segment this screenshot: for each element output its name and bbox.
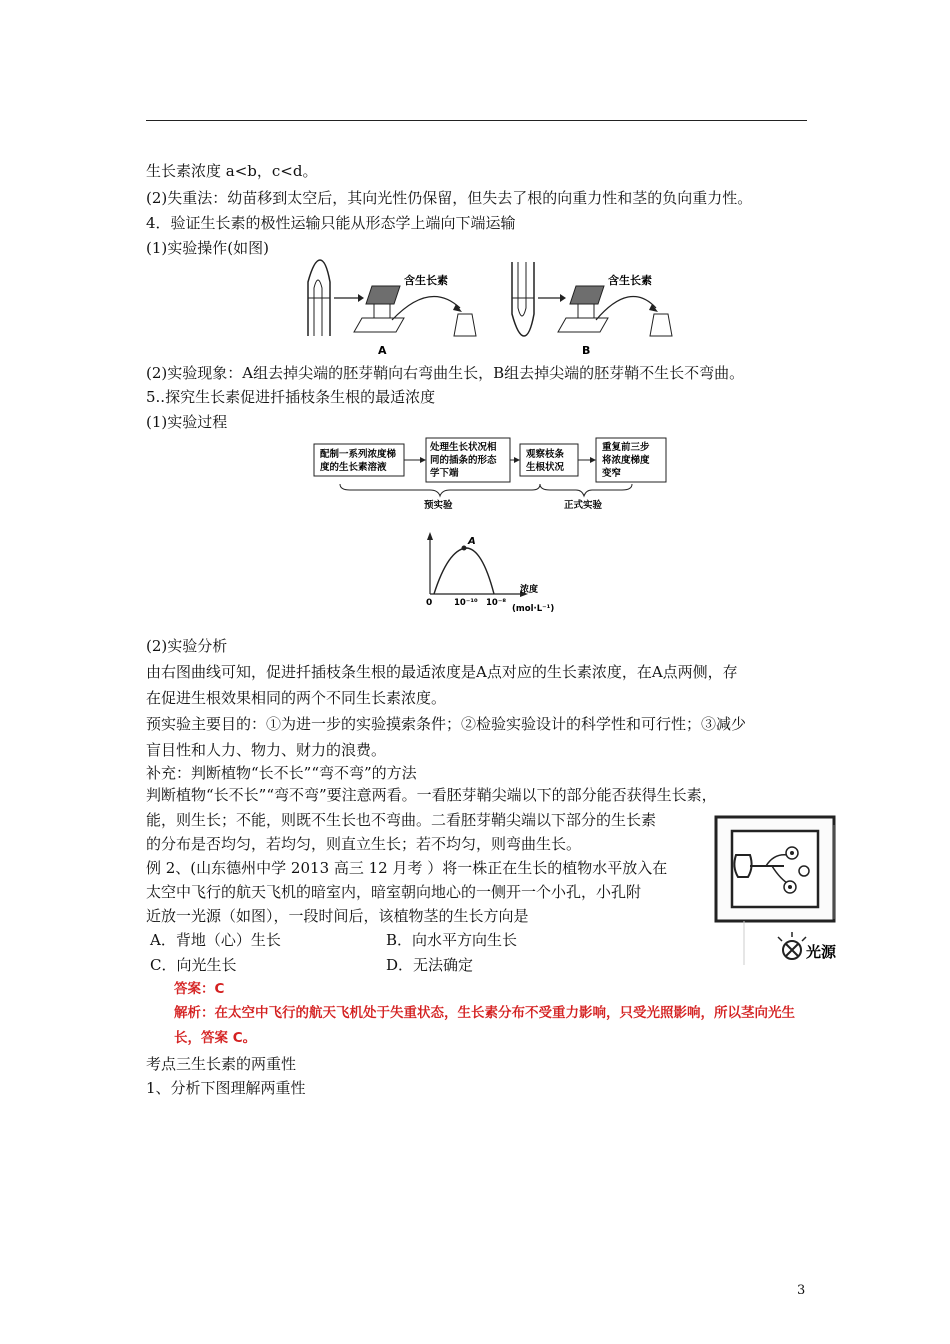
text-line: 盲目性和人力、物力、财力的浪费。 <box>146 741 387 759</box>
label-b: 含生长素 <box>608 274 652 287</box>
section-heading: 考点三生长素的两重性 <box>146 1055 297 1073</box>
svg-text:学下端: 学下端 <box>430 468 459 479</box>
concentration-curve <box>420 530 570 618</box>
svg-text:观察枝条: 观察枝条 <box>526 449 565 460</box>
answer-analysis: 解析：在太空中飞行的航天飞机处于失重状态，生长素分布不受重力影响，只受光照影响，所以茎向光生 <box>174 1005 795 1021</box>
text-line: 判断植物“长不长”“弯不弯”要注意两看。一看胚芽鞘尖端以下的部分能否获得生长素， <box>146 786 717 804</box>
svg-text:(mol·L⁻¹): (mol·L⁻¹) <box>512 604 555 614</box>
text-line: (1)实验过程 <box>146 413 228 431</box>
option-a: A．背地（心）生长 <box>150 931 281 949</box>
text-line: 生长素浓度 a<b，c<d。 <box>146 162 318 180</box>
group-b-label: B <box>582 344 591 357</box>
brace-pre: 预实验 <box>424 500 453 511</box>
polar-transport-figure <box>300 258 680 360</box>
svg-text:重复前三步: 重复前三步 <box>602 442 650 453</box>
question-text: 太空中飞行的航天飞机的暗室内，暗室朝向地心的一侧开一个小孔，小孔附 <box>146 883 642 901</box>
label-a: 含生长素 <box>404 274 448 287</box>
svg-text:10⁻¹⁰: 10⁻¹⁰ <box>454 598 478 608</box>
option-d: D．无法确定 <box>386 956 474 974</box>
svg-text:同的插条的形态: 同的插条的形态 <box>430 455 497 466</box>
svg-text:度的生长素溶液: 度的生长素溶液 <box>320 462 387 473</box>
text-line: (2)失重法：幼苗移到太空后，其向光性仍保留，但失去了根的向重力性和茎的负向重力性。 <box>146 189 753 207</box>
text-line: 能，则生长；不能，则既不生长也不弯曲。二看胚芽鞘尖端以下部分的生长素 <box>146 811 657 829</box>
page-number: 3 <box>797 1283 806 1298</box>
optimum-point <box>462 546 467 551</box>
text-line: (1)实验操作(如图) <box>146 239 269 257</box>
text-line: 的分布是否均匀，若均匀，则直立生长；若不均匀，则弯曲生长。 <box>146 835 582 853</box>
answer-label: 答案：C <box>174 981 225 997</box>
svg-text:变窄: 变窄 <box>602 468 622 479</box>
experiment-flowchart <box>310 436 670 512</box>
svg-text:0: 0 <box>426 598 433 608</box>
svg-text:10⁻⁸: 10⁻⁸ <box>486 598 507 608</box>
svg-text:将浓度梯度: 将浓度梯度 <box>602 455 650 466</box>
text-line: 由右图曲线可知，促进扦插枝条生根的最适浓度是A点对应的生长素浓度，在A点两侧，存 <box>146 663 738 681</box>
svg-text:A: A <box>468 536 476 547</box>
svg-text:光源: 光源 <box>806 943 837 961</box>
answer-analysis-cont: 长，答案 C。 <box>174 1030 257 1046</box>
svg-text:生根状况: 生根状况 <box>526 462 565 473</box>
text-line: (2)实验现象：A组去掉尖端的胚芽鞘向右弯曲生长，B组去掉尖端的胚芽鞘不生长不弯曲。 <box>146 364 745 382</box>
text-line: (2)实验分析 <box>146 637 228 655</box>
option-b: B．向水平方向生长 <box>386 931 518 949</box>
svg-text:配制一系列浓度梯: 配制一系列浓度梯 <box>320 449 397 460</box>
text-line: 在促进生根效果相同的两个不同生长素浓度。 <box>146 689 447 707</box>
svg-text:处理生长状况相: 处理生长状况相 <box>430 442 497 453</box>
text-line: 1、分析下图理解两重性 <box>146 1079 306 1097</box>
group-a-label: A <box>378 344 387 357</box>
question-text: 例 2、(山东德州中学 2013 高三 12 月考 ）将一株正在生长的植物水平放入在 <box>146 859 668 877</box>
header-rule <box>146 120 807 121</box>
svg-text:浓度: 浓度 <box>520 585 539 595</box>
text-line: 预实验主要目的：①为进一步的实验摸索条件；②检验实验设计的科学性和可行性；③减少 <box>146 715 747 733</box>
spacecraft-plant-figure <box>714 815 860 977</box>
option-c: C．向光生长 <box>150 956 237 974</box>
text-line: 补充：判断植物“长不长”“弯不弯”的方法 <box>146 764 417 782</box>
section-heading: 4．验证生长素的极性运输只能从形态学上端向下端运输 <box>146 214 516 232</box>
question-text: 近放一光源（如图），一段时间后，该植物茎的生长方向是 <box>146 907 529 925</box>
section-heading: 5..探究生长素促进扦插枝条生根的最适浓度 <box>146 388 436 406</box>
brace-formal: 正式实验 <box>564 500 603 511</box>
